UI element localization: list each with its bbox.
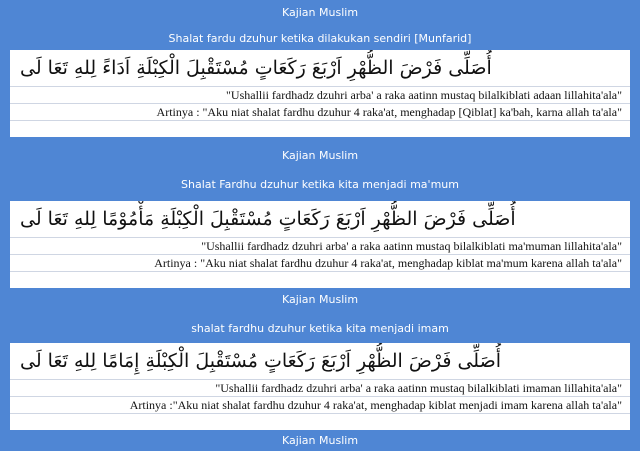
arabic-text: أُصَلِّى فَرْضَ الظُّهْرِ اَرْبَعَ رَكَعَاتٍ مُسْتَقْبِلَ الْكِبْلَةِ إِمَامًا لِلهِ تَعَا لَى (10, 343, 630, 380)
section-heading: Shalat Fardhu dzuhur ketika kita menjadi ma'mum (181, 178, 459, 191)
translation-text: Artinya : "Aku niat shalat fardhu dzuhur 4 raka'at, menghadap kiblat ma'mum karena allah ta'ala" (10, 255, 630, 272)
section-heading: Shalat fardu dzuhur ketika dilakukan sendiri [Munfarid] (168, 32, 472, 45)
site-title: Kajian Muslim (281, 434, 359, 447)
site-title: Kajian Muslim (281, 293, 359, 306)
arabic-text: أُصَلِّى فَرْضَ الظُّهْرِ اَرْبَعَ رَكَعَاتٍ مُسْتَقْبِلَ الْكِبْلَةِ مَأْمُوْمًا لِلهِ تَعَا لَى (10, 201, 630, 238)
niat-box (10, 50, 630, 137)
blank-row (10, 272, 630, 288)
section-heading: shalat fardhu dzuhur ketika kita menjadi imam (191, 322, 449, 335)
niat-box (10, 343, 630, 430)
niat-box (10, 201, 630, 288)
blank-row (10, 121, 630, 137)
translation-text: Artinya :"Aku niat shalat fardhu dzuhur 4 raka'at, menghadap kiblat menjadi imam karena allah ta'ala" (10, 397, 630, 414)
latin-transliteration: "Ushallii fardhadz dzuhri arba' a raka aatinn mustaq bilalkiblati adaan lillahita'ala" (10, 87, 630, 104)
arabic-text: أُصَلِّى فَرْضَ الظُّهْرِ اَرْبَعَ رَكَعَاتٍ مُسْتَقْبِلَ الْكِبْلَةِ اَدَاءً لِلهِ تَعَا لَى (10, 50, 630, 87)
translation-text: Artinya : "Aku niat shalat fardhu dzuhur 4 raka'at, menghadap [Qiblat] ka'bah, karna allah ta'ala" (10, 104, 630, 121)
latin-transliteration: "Ushallii fardhadz dzuhri arba' a raka aatinn mustaq bilalkiblati imaman lillahita'ala" (10, 380, 630, 397)
site-title: Kajian Muslim (281, 149, 359, 162)
site-title: Kajian Muslim (281, 6, 359, 19)
latin-transliteration: "Ushallii fardhadz dzuhri arba' a raka aatinn mustaq bilalkiblati ma'muman lillahita'ala" (10, 238, 630, 255)
blank-row (10, 414, 630, 430)
